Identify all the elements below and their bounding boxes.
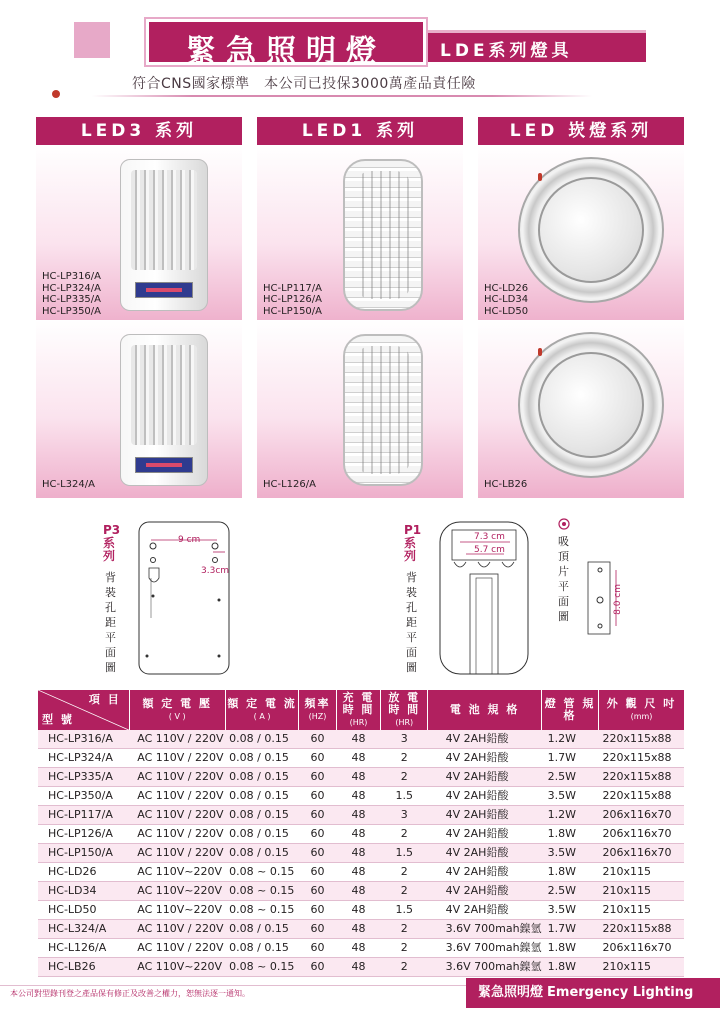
table-cell: AC 110V / 220V <box>129 844 225 863</box>
table-cell: AC 110V / 220V <box>129 768 225 787</box>
table-cell: 0.08 / 0.15 <box>225 920 299 939</box>
led3-top-models <box>42 271 101 317</box>
table-cell: 210x115 <box>599 958 684 977</box>
table-cell: HC-LP117/A <box>38 806 129 825</box>
p1-outline-drawing <box>434 518 534 678</box>
panel-downlight-bottom <box>478 320 684 498</box>
footer-brand-en: Emergency Lighting <box>547 985 694 1000</box>
ceiling-caption: 吸頂片平面圖 <box>558 535 569 623</box>
table-cell: HC-LB26 <box>38 958 129 977</box>
model-label: HC-LP324/A <box>42 282 102 294</box>
table-cell: 1.7W <box>542 749 599 768</box>
led1-lamp-image <box>343 159 423 311</box>
table-row <box>38 939 684 958</box>
table-cell: AC 110V / 220V <box>129 730 225 749</box>
table-cell: AC 110V / 220V <box>129 806 225 825</box>
table-cell: 206x116x70 <box>599 939 684 958</box>
table-cell: 1.8W <box>542 825 599 844</box>
led3-bottom-models <box>42 479 95 491</box>
table-header-row <box>38 690 684 730</box>
table-cell: 4V 2AH鉛酸 <box>428 787 542 806</box>
table-cell: 0.08 / 0.15 <box>225 825 299 844</box>
table-cell: 0.08 / 0.15 <box>225 844 299 863</box>
table-cell: 0.08 ~ 0.15 <box>225 882 299 901</box>
table-cell: 2 <box>381 749 428 768</box>
table-cell: 220x115x88 <box>599 920 684 939</box>
model-label: HC-LP350/A <box>42 305 102 317</box>
table-cell: 48 <box>336 787 381 806</box>
table-row <box>38 730 684 749</box>
led3-lamp-image <box>120 159 208 311</box>
table-cell: 3 <box>381 730 428 749</box>
table-cell: 1.2W <box>542 806 599 825</box>
table-cell: 48 <box>336 901 381 920</box>
table-cell: 48 <box>336 768 381 787</box>
table-cell: 220x115x88 <box>599 787 684 806</box>
spec-table <box>38 690 684 977</box>
table-cell: 60 <box>299 901 336 920</box>
header-current: 額 定 電 流 ( A ) <box>225 690 299 730</box>
table-cell: 220x115x88 <box>599 730 684 749</box>
table-cell: 1.2W <box>542 730 599 749</box>
table-cell: 60 <box>299 844 336 863</box>
table-cell: AC 110V~220V <box>129 958 225 977</box>
table-cell: 4V 2AH鉛酸 <box>428 882 542 901</box>
p3-series-label: P3系列 <box>103 523 121 563</box>
table-cell: 48 <box>336 863 381 882</box>
table-cell: AC 110V / 220V <box>129 825 225 844</box>
table-cell: 60 <box>299 920 336 939</box>
page-title: 緊急照明燈 <box>186 34 386 69</box>
model-label: HC-LP150/A <box>263 305 323 317</box>
table-cell: 60 <box>299 787 336 806</box>
downlight-bottom-models <box>484 479 527 491</box>
header-dot <box>52 90 60 98</box>
table-row <box>38 920 684 939</box>
table-cell: 4V 2AH鉛酸 <box>428 863 542 882</box>
table-cell: 0.08 / 0.15 <box>225 806 299 825</box>
table-cell: 3.6V 700mah鎳氫 <box>428 939 542 958</box>
panel-led1-bottom <box>257 320 463 498</box>
table-cell: 48 <box>336 939 381 958</box>
table-cell: 2 <box>381 958 428 977</box>
table-cell: 0.08 / 0.15 <box>225 768 299 787</box>
table-cell: 1.7W <box>542 920 599 939</box>
table-row <box>38 958 684 977</box>
table-row <box>38 768 684 787</box>
table-cell: 220x115x88 <box>599 749 684 768</box>
table-cell: HC-LD34 <box>38 882 129 901</box>
table-cell: 1.8W <box>542 958 599 977</box>
led1-top-models <box>263 283 322 318</box>
table-cell: 210x115 <box>599 882 684 901</box>
footer-brand-band <box>466 978 720 1008</box>
table-cell: AC 110V~220V <box>129 882 225 901</box>
table-cell: 4V 2AH鉛酸 <box>428 768 542 787</box>
model-label: HC-L126/A <box>263 478 316 490</box>
model-label: HC-L324/A <box>42 478 95 490</box>
model-label: HC-LP126/A <box>263 294 323 305</box>
model-label: HC-LD50 <box>484 305 529 317</box>
table-cell: 48 <box>336 958 381 977</box>
table-cell: AC 110V~220V <box>129 901 225 920</box>
model-label: HC-LB26 <box>484 478 528 490</box>
led1-bottom-models <box>263 479 316 491</box>
table-cell: 0.08 / 0.15 <box>225 939 299 958</box>
table-cell: AC 110V / 220V <box>129 939 225 958</box>
footer-note: 本公司對型錄刊登之產品保有修正及改善之權力，恕無法逐一通知。 <box>10 989 250 998</box>
table-cell: 60 <box>299 749 336 768</box>
table-cell: HC-LP150/A <box>38 844 129 863</box>
p1-dim-a: 7.3 cm <box>474 532 505 542</box>
lb26-lamp-image <box>518 332 664 478</box>
table-cell: 60 <box>299 863 336 882</box>
table-cell: AC 110V / 220V <box>129 749 225 768</box>
table-row <box>38 787 684 806</box>
table-cell: 3.6V 700mah鎳氫 <box>428 920 542 939</box>
header-title-box <box>146 19 426 69</box>
table-cell: 2.5W <box>542 882 599 901</box>
footer-brand: 緊急照明燈 <box>478 985 544 1000</box>
header-item: 項 目 <box>88 693 121 706</box>
table-cell: 2 <box>381 882 428 901</box>
p3-dim-b: 3.3cm <box>201 566 230 576</box>
target-icon <box>558 518 570 530</box>
table-cell: 0.08 ~ 0.15 <box>225 958 299 977</box>
table-cell: 2 <box>381 863 428 882</box>
table-cell: HC-LP350/A <box>38 787 129 806</box>
table-cell: 48 <box>336 844 381 863</box>
table-cell: 60 <box>299 730 336 749</box>
table-cell: 3.5W <box>542 787 599 806</box>
table-cell: HC-LP324/A <box>38 749 129 768</box>
header-voltage: 額 定 電 壓 ( V ) <box>129 690 225 730</box>
table-cell: 60 <box>299 806 336 825</box>
header-discharge-time: 放 電 時 間 (HR) <box>381 690 428 730</box>
table-cell: 3.5W <box>542 844 599 863</box>
table-cell: 0.08 ~ 0.15 <box>225 863 299 882</box>
table-cell: 2 <box>381 825 428 844</box>
table-row <box>38 806 684 825</box>
header-note: 符合CNS國家標準 本公司已投保3000萬產品責任險 <box>132 76 476 92</box>
table-cell: 4V 2AH鉛酸 <box>428 730 542 749</box>
table-cell: 0.08 ~ 0.15 <box>225 901 299 920</box>
table-cell: AC 110V~220V <box>129 863 225 882</box>
model-label: HC-LP316/A <box>42 271 102 282</box>
table-cell: 4V 2AH鉛酸 <box>428 825 542 844</box>
table-cell: 2.5W <box>542 768 599 787</box>
table-cell: 0.08 / 0.15 <box>225 749 299 768</box>
page-header <box>0 0 720 110</box>
p1-dim-b: 5.7 cm <box>474 545 505 555</box>
table-cell: HC-L324/A <box>38 920 129 939</box>
ceiling-dim: 8.0 cm <box>613 584 623 615</box>
l324-lamp-image <box>120 334 208 486</box>
table-cell: AC 110V / 220V <box>129 920 225 939</box>
table-cell: HC-L126/A <box>38 939 129 958</box>
header-frequency: 頻率 (HZ) <box>299 690 336 730</box>
p1-caption: 背裝孔距平面圖 <box>406 571 417 674</box>
table-cell: 1.5 <box>381 844 428 863</box>
downlight-lamp-image <box>518 157 664 303</box>
table-cell: 48 <box>336 749 381 768</box>
table-cell: 220x115x88 <box>599 768 684 787</box>
table-cell: 0.08 / 0.15 <box>225 787 299 806</box>
column-heading-led-downlight: LED 崁燈系列 <box>478 117 684 145</box>
table-cell: 1.8W <box>542 939 599 958</box>
table-cell: 48 <box>336 920 381 939</box>
table-cell: 3 <box>381 806 428 825</box>
table-row <box>38 749 684 768</box>
model-label: HC-LD34 <box>484 294 529 305</box>
table-cell: 206x116x70 <box>599 844 684 863</box>
spec-table-body <box>38 730 684 977</box>
table-cell: 1.8W <box>542 863 599 882</box>
table-cell: 2 <box>381 939 428 958</box>
panel-led3-top <box>36 145 242 325</box>
table-cell: 60 <box>299 958 336 977</box>
table-cell: 1.5 <box>381 787 428 806</box>
table-cell: HC-LP335/A <box>38 768 129 787</box>
column-heading-led1: LED1 系列 <box>257 117 463 145</box>
table-cell: 206x116x70 <box>599 825 684 844</box>
panel-led3-bottom <box>36 320 242 498</box>
header-rule <box>92 95 592 97</box>
table-cell: 4V 2AH鉛酸 <box>428 844 542 863</box>
header-accent-block <box>74 22 110 58</box>
table-cell: 210x115 <box>599 901 684 920</box>
table-cell: 3.5W <box>542 901 599 920</box>
table-cell: 4V 2AH鉛酸 <box>428 901 542 920</box>
table-cell: 48 <box>336 825 381 844</box>
model-label: HC-LP335/A <box>42 294 102 305</box>
table-cell: 60 <box>299 939 336 958</box>
header-size: 外 觀 尺 吋 (mm) <box>599 690 684 730</box>
table-row <box>38 863 684 882</box>
downlight-top-models <box>484 283 528 318</box>
table-row <box>38 825 684 844</box>
header-charge-time: 充 電 時 間 (HR) <box>336 690 381 730</box>
header-model: 型 號 <box>42 713 74 726</box>
table-cell: 2 <box>381 768 428 787</box>
p1-series-label: P1系列 <box>404 523 422 563</box>
table-row <box>38 882 684 901</box>
column-heading-led3: LED3 系列 <box>36 117 242 145</box>
table-cell: 210x115 <box>599 863 684 882</box>
l126-lamp-image <box>343 334 423 486</box>
table-cell: 3.6V 700mah鎳氫 <box>428 958 542 977</box>
table-cell: HC-LP126/A <box>38 825 129 844</box>
panel-led1-top <box>257 145 463 325</box>
header-tube: 燈 管 規 格 <box>542 690 599 730</box>
header-subtitle: LDE系列燈具 <box>440 41 573 61</box>
table-cell: 48 <box>336 806 381 825</box>
table-cell: HC-LD50 <box>38 901 129 920</box>
header-battery: 電 池 規 格 <box>428 690 542 730</box>
model-label: HC-LD26 <box>484 282 529 294</box>
table-cell: 2 <box>381 920 428 939</box>
p3-dim-a: 9 cm <box>178 535 201 545</box>
table-row <box>38 901 684 920</box>
table-cell: HC-LD26 <box>38 863 129 882</box>
table-row <box>38 844 684 863</box>
table-cell: 206x116x70 <box>599 806 684 825</box>
table-cell: 0.08 / 0.15 <box>225 730 299 749</box>
table-cell: 4V 2AH鉛酸 <box>428 749 542 768</box>
model-label: HC-LP117/A <box>263 282 323 294</box>
table-cell: 60 <box>299 768 336 787</box>
table-cell: 48 <box>336 730 381 749</box>
panel-downlight-top <box>478 145 684 325</box>
table-cell: AC 110V / 220V <box>129 787 225 806</box>
table-cell: 60 <box>299 882 336 901</box>
header-item-model <box>38 690 129 730</box>
table-cell: 4V 2AH鉛酸 <box>428 806 542 825</box>
table-cell: 60 <box>299 825 336 844</box>
p3-caption: 背裝孔距平面圖 <box>105 571 116 674</box>
table-cell: 48 <box>336 882 381 901</box>
table-cell: 1.5 <box>381 901 428 920</box>
table-cell: HC-LP316/A <box>38 730 129 749</box>
